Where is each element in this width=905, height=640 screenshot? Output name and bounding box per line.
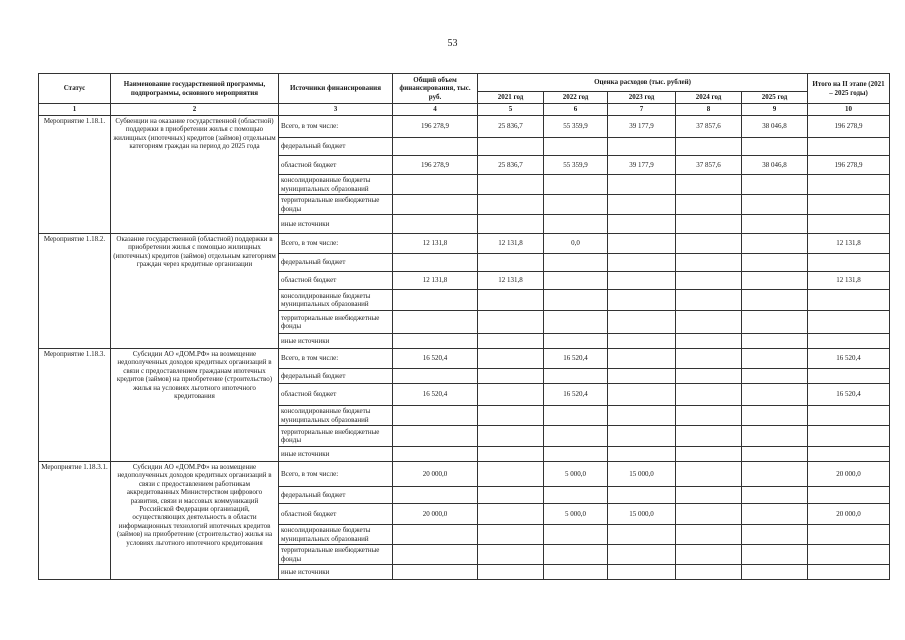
amount-cell bbox=[676, 426, 742, 447]
amount-cell bbox=[676, 234, 742, 254]
amount-cell: 16 520,4 bbox=[544, 384, 608, 406]
amount-cell bbox=[478, 565, 544, 580]
amount-cell bbox=[676, 504, 742, 525]
amount-cell bbox=[742, 234, 808, 254]
table-row bbox=[39, 349, 890, 369]
amount-cell bbox=[808, 175, 890, 195]
amount-cell bbox=[393, 565, 478, 580]
amount-cell bbox=[478, 447, 544, 462]
measure-name: Субсидии АО «ДОМ.РФ» на возмещение недополученных доходов кредитных организаций в связи с предоставлением работникам аккредитованных Министерством цифрового развития, связи и массовых коммуникаций Российской Федерации организаций, осуществляющих деятельность в области информационных технологий ипотечных кредитов (займов) на приобретение (строительство) жилья на условиях льготного ипотечного кредитования bbox=[111, 462, 279, 580]
amount-cell: 20 000,0 bbox=[393, 462, 478, 487]
header-year: 2021 год bbox=[478, 92, 544, 104]
amount-cell bbox=[393, 254, 478, 272]
amount-cell bbox=[544, 426, 608, 447]
amount-cell bbox=[808, 290, 890, 311]
funding-source: федеральный бюджет bbox=[279, 369, 393, 384]
measure-name: Оказание государственной (областной) поддержки в приобретении жилья с помощью жилищных (ипотечных) кредитов (займов) отдельным категориям граждан через кредитные организации bbox=[111, 234, 279, 349]
amount-cell bbox=[608, 234, 676, 254]
amount-cell: 20 000,0 bbox=[808, 462, 890, 487]
header-year: 2025 год bbox=[742, 92, 808, 104]
amount-cell: 16 520,4 bbox=[393, 349, 478, 369]
amount-cell bbox=[393, 447, 478, 462]
amount-cell bbox=[676, 311, 742, 334]
funding-source: территориальные внебюджетные фонды bbox=[279, 311, 393, 334]
header-year: 2024 год bbox=[676, 92, 742, 104]
amount-cell bbox=[676, 462, 742, 487]
amount-cell bbox=[393, 138, 478, 156]
header-estimate: Оценка расходов (тыс. рублей) bbox=[478, 74, 808, 92]
funding-source: областной бюджет bbox=[279, 384, 393, 406]
amount-cell bbox=[393, 290, 478, 311]
amount-cell bbox=[608, 334, 676, 349]
header-status: Статус bbox=[39, 74, 111, 104]
column-number: 8 bbox=[676, 104, 742, 116]
amount-cell: 196 278,9 bbox=[808, 116, 890, 138]
amount-cell: 12 131,8 bbox=[393, 272, 478, 290]
amount-cell bbox=[608, 447, 676, 462]
amount-cell bbox=[544, 311, 608, 334]
header-year: 2023 год bbox=[608, 92, 676, 104]
amount-cell bbox=[393, 369, 478, 384]
amount-cell bbox=[544, 175, 608, 195]
funding-source: территориальные внебюджетные фонды bbox=[279, 426, 393, 447]
amount-cell: 196 278,9 bbox=[393, 116, 478, 138]
amount-cell bbox=[808, 334, 890, 349]
amount-cell bbox=[393, 406, 478, 426]
amount-cell bbox=[544, 525, 608, 545]
column-number: 2 bbox=[111, 104, 279, 116]
funding-source: территориальные внебюджетные фонды bbox=[279, 195, 393, 215]
amount-cell: 5 000,0 bbox=[544, 504, 608, 525]
funding-source: консолидированные бюджеты муниципальных образований bbox=[279, 406, 393, 426]
amount-cell bbox=[478, 406, 544, 426]
amount-cell bbox=[544, 369, 608, 384]
amount-cell bbox=[808, 565, 890, 580]
amount-cell: 12 131,8 bbox=[478, 272, 544, 290]
amount-cell: 5 000,0 bbox=[544, 462, 608, 487]
amount-cell bbox=[544, 272, 608, 290]
amount-cell bbox=[608, 311, 676, 334]
funding-source: Всего, в том числе: bbox=[279, 234, 393, 254]
column-number: 1 bbox=[39, 104, 111, 116]
amount-cell bbox=[478, 545, 544, 565]
amount-cell bbox=[608, 406, 676, 426]
amount-cell: 55 359,9 bbox=[544, 156, 608, 175]
amount-cell bbox=[676, 487, 742, 504]
table-row bbox=[39, 234, 890, 254]
amount-cell bbox=[393, 175, 478, 195]
amount-cell bbox=[742, 215, 808, 234]
amount-cell bbox=[742, 487, 808, 504]
amount-cell bbox=[608, 545, 676, 565]
amount-cell bbox=[742, 349, 808, 369]
amount-cell: 39 177,9 bbox=[608, 116, 676, 138]
column-number: 5 bbox=[478, 104, 544, 116]
column-number: 3 bbox=[279, 104, 393, 116]
amount-cell bbox=[742, 175, 808, 195]
amount-cell: 16 520,4 bbox=[808, 349, 890, 369]
amount-cell bbox=[544, 334, 608, 349]
funding-source: Всего, в том числе: bbox=[279, 462, 393, 487]
measure-status: Мероприятие 1.18.2. bbox=[39, 234, 111, 349]
amount-cell bbox=[676, 369, 742, 384]
amount-cell bbox=[808, 487, 890, 504]
amount-cell bbox=[478, 525, 544, 545]
table-row bbox=[39, 116, 890, 138]
amount-cell bbox=[808, 525, 890, 545]
amount-cell bbox=[478, 384, 544, 406]
amount-cell: 25 836,7 bbox=[478, 116, 544, 138]
amount-cell bbox=[676, 349, 742, 369]
amount-cell: 12 131,8 bbox=[808, 234, 890, 254]
amount-cell bbox=[676, 334, 742, 349]
amount-cell bbox=[808, 545, 890, 565]
amount-cell bbox=[478, 215, 544, 234]
amount-cell bbox=[676, 525, 742, 545]
amount-cell bbox=[742, 504, 808, 525]
amount-cell bbox=[544, 406, 608, 426]
amount-cell bbox=[742, 545, 808, 565]
measure-status: Мероприятие 1.18.3. bbox=[39, 349, 111, 462]
amount-cell bbox=[478, 138, 544, 156]
header-name: Наименование государственной программы, подпрограммы, основного мероприятия bbox=[111, 74, 279, 104]
amount-cell bbox=[393, 426, 478, 447]
amount-cell: 16 520,4 bbox=[808, 384, 890, 406]
table-row bbox=[39, 462, 890, 487]
amount-cell bbox=[676, 545, 742, 565]
amount-cell: 16 520,4 bbox=[393, 384, 478, 406]
column-number-row bbox=[39, 104, 890, 116]
funding-source: территориальные внебюджетные фонды bbox=[279, 545, 393, 565]
amount-cell: 12 131,8 bbox=[393, 234, 478, 254]
amount-cell bbox=[808, 215, 890, 234]
amount-cell bbox=[608, 175, 676, 195]
amount-cell bbox=[393, 487, 478, 504]
funding-source: иные источники bbox=[279, 565, 393, 580]
column-number: 9 bbox=[742, 104, 808, 116]
amount-cell: 37 857,6 bbox=[676, 116, 742, 138]
funding-source: иные источники bbox=[279, 215, 393, 234]
amount-cell bbox=[742, 384, 808, 406]
amount-cell: 39 177,9 bbox=[608, 156, 676, 175]
amount-cell: 20 000,0 bbox=[393, 504, 478, 525]
column-number: 4 bbox=[393, 104, 478, 116]
amount-cell bbox=[742, 195, 808, 215]
amount-cell bbox=[544, 215, 608, 234]
amount-cell bbox=[608, 525, 676, 545]
amount-cell bbox=[742, 426, 808, 447]
budget-table-body bbox=[39, 116, 890, 580]
page-number: 53 bbox=[447, 38, 458, 49]
amount-cell bbox=[393, 311, 478, 334]
funding-source: областной бюджет bbox=[279, 156, 393, 175]
amount-cell bbox=[742, 525, 808, 545]
amount-cell bbox=[608, 426, 676, 447]
amount-cell: 12 131,8 bbox=[478, 234, 544, 254]
amount-cell bbox=[676, 215, 742, 234]
funding-source: консолидированные бюджеты муниципальных образований bbox=[279, 525, 393, 545]
amount-cell bbox=[742, 290, 808, 311]
amount-cell bbox=[608, 254, 676, 272]
amount-cell: 12 131,8 bbox=[808, 272, 890, 290]
amount-cell bbox=[808, 195, 890, 215]
amount-cell bbox=[478, 504, 544, 525]
amount-cell bbox=[742, 565, 808, 580]
amount-cell bbox=[478, 487, 544, 504]
funding-source: федеральный бюджет bbox=[279, 254, 393, 272]
budget-table bbox=[38, 73, 890, 580]
amount-cell bbox=[676, 272, 742, 290]
amount-cell bbox=[808, 369, 890, 384]
amount-cell: 20 000,0 bbox=[808, 504, 890, 525]
amount-cell: 15 000,0 bbox=[608, 462, 676, 487]
amount-cell bbox=[544, 487, 608, 504]
amount-cell bbox=[608, 487, 676, 504]
amount-cell bbox=[608, 195, 676, 215]
amount-cell: 15 000,0 bbox=[608, 504, 676, 525]
amount-cell bbox=[676, 254, 742, 272]
amount-cell: 55 359,9 bbox=[544, 116, 608, 138]
amount-cell bbox=[544, 254, 608, 272]
amount-cell bbox=[608, 215, 676, 234]
column-number: 6 bbox=[544, 104, 608, 116]
amount-cell bbox=[478, 349, 544, 369]
funding-source: федеральный бюджет bbox=[279, 487, 393, 504]
amount-cell bbox=[478, 334, 544, 349]
amount-cell bbox=[742, 254, 808, 272]
amount-cell: 37 857,6 bbox=[676, 156, 742, 175]
amount-cell bbox=[742, 462, 808, 487]
amount-cell bbox=[544, 565, 608, 580]
amount-cell bbox=[742, 138, 808, 156]
amount-cell bbox=[608, 384, 676, 406]
funding-source: консолидированные бюджеты муниципальных образований bbox=[279, 290, 393, 311]
amount-cell bbox=[808, 254, 890, 272]
measure-name: Субвенции на оказание государственной (областной) поддержки в приобретении жилья с помощью жилищных (ипотечных) кредитов (займов) отдельным категориям граждан на период до 2025 года bbox=[111, 116, 279, 234]
amount-cell bbox=[393, 195, 478, 215]
measure-status: Мероприятие 1.18.3.1. bbox=[39, 462, 111, 580]
amount-cell bbox=[393, 215, 478, 234]
funding-source: иные источники bbox=[279, 334, 393, 349]
amount-cell: 196 278,9 bbox=[808, 156, 890, 175]
amount-cell bbox=[478, 195, 544, 215]
amount-cell bbox=[608, 369, 676, 384]
amount-cell bbox=[808, 406, 890, 426]
amount-cell bbox=[808, 447, 890, 462]
funding-source: областной бюджет bbox=[279, 504, 393, 525]
amount-cell bbox=[676, 195, 742, 215]
amount-cell: 38 046,8 bbox=[742, 156, 808, 175]
amount-cell bbox=[742, 311, 808, 334]
amount-cell bbox=[393, 545, 478, 565]
amount-cell: 16 520,4 bbox=[544, 349, 608, 369]
column-number: 10 bbox=[808, 104, 890, 116]
amount-cell bbox=[478, 290, 544, 311]
amount-cell bbox=[608, 138, 676, 156]
amount-cell bbox=[478, 426, 544, 447]
amount-cell bbox=[478, 369, 544, 384]
amount-cell bbox=[676, 175, 742, 195]
column-number: 7 bbox=[608, 104, 676, 116]
amount-cell bbox=[676, 447, 742, 462]
amount-cell bbox=[808, 311, 890, 334]
amount-cell bbox=[742, 272, 808, 290]
funding-source: Всего, в том числе: bbox=[279, 349, 393, 369]
header-total: Общий объем финансирования, тыс. руб. bbox=[393, 74, 478, 104]
amount-cell bbox=[544, 290, 608, 311]
amount-cell bbox=[478, 462, 544, 487]
amount-cell bbox=[676, 406, 742, 426]
amount-cell bbox=[808, 138, 890, 156]
amount-cell bbox=[608, 290, 676, 311]
measure-name: Субсидии АО «ДОМ.РФ» на возмещение недополученных доходов кредитных организаций в связи с предоставлением гражданам ипотечных кредитов (займов) на приобретение (строительство) жилья на условиях льготного ипотечного кредитования bbox=[111, 349, 279, 462]
amount-cell bbox=[608, 272, 676, 290]
amount-cell bbox=[608, 349, 676, 369]
amount-cell bbox=[742, 447, 808, 462]
amount-cell bbox=[808, 426, 890, 447]
amount-cell bbox=[676, 384, 742, 406]
funding-source: федеральный бюджет bbox=[279, 138, 393, 156]
amount-cell bbox=[544, 447, 608, 462]
amount-cell bbox=[478, 311, 544, 334]
amount-cell bbox=[676, 290, 742, 311]
amount-cell bbox=[676, 138, 742, 156]
amount-cell: 25 836,7 bbox=[478, 156, 544, 175]
amount-cell bbox=[393, 525, 478, 545]
amount-cell bbox=[478, 175, 544, 195]
amount-cell bbox=[544, 138, 608, 156]
header-stage-total: Итого на II этапе (2021 – 2025 годы) bbox=[808, 74, 890, 104]
amount-cell bbox=[478, 254, 544, 272]
amount-cell bbox=[742, 369, 808, 384]
amount-cell: 0,0 bbox=[544, 234, 608, 254]
amount-cell: 196 278,9 bbox=[393, 156, 478, 175]
amount-cell bbox=[544, 545, 608, 565]
amount-cell bbox=[393, 334, 478, 349]
amount-cell bbox=[742, 334, 808, 349]
amount-cell bbox=[608, 565, 676, 580]
header-year: 2022 год bbox=[544, 92, 608, 104]
amount-cell: 38 046,8 bbox=[742, 116, 808, 138]
funding-source: Всего, в том числе: bbox=[279, 116, 393, 138]
measure-status: Мероприятие 1.18.1. bbox=[39, 116, 111, 234]
amount-cell bbox=[742, 406, 808, 426]
funding-source: консолидированные бюджеты муниципальных образований bbox=[279, 175, 393, 195]
funding-source: иные источники bbox=[279, 447, 393, 462]
funding-source: областной бюджет bbox=[279, 272, 393, 290]
amount-cell bbox=[544, 195, 608, 215]
header-sources: Источники финансирования bbox=[279, 74, 393, 104]
amount-cell bbox=[676, 565, 742, 580]
